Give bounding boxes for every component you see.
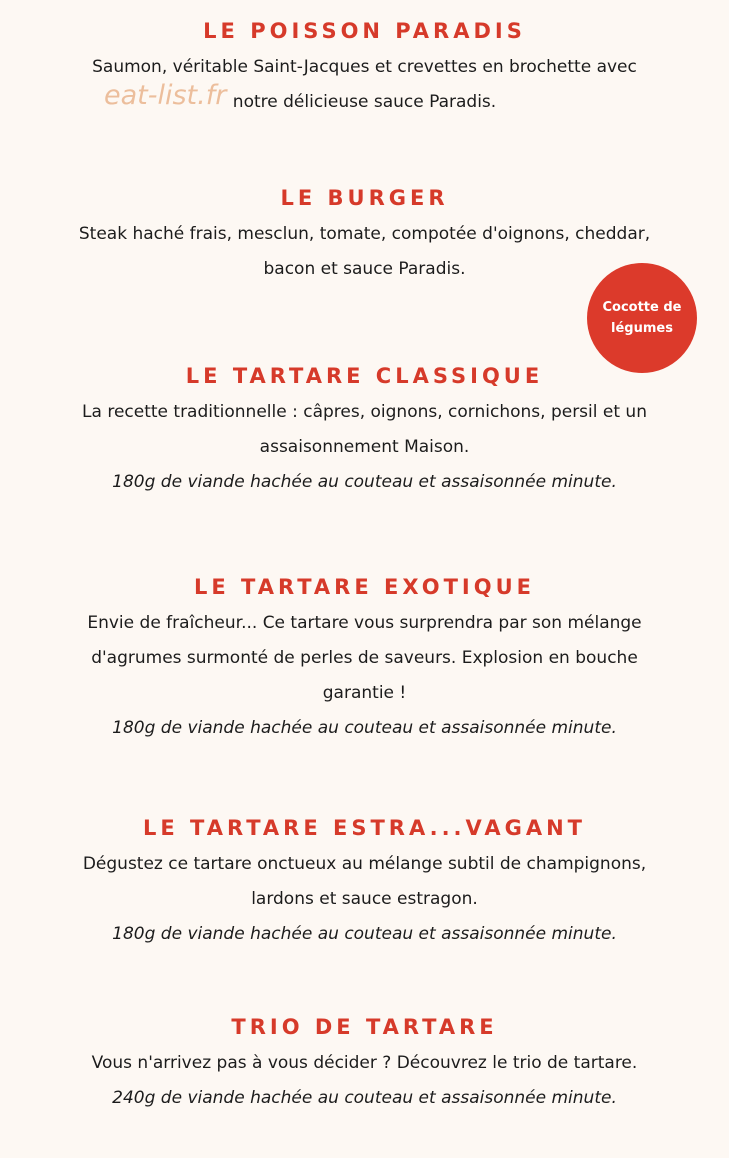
item-description-line: assaisonnement Maison. [259,437,470,457]
menu-item-tartare-estravagant [0,815,729,952]
item-description-line: Steak haché frais, mesclun, tomate, compotée d'oignons, cheddar, [78,224,651,244]
menu-item-tartare-exotique [0,574,729,746]
item-description-line: garantie ! [322,683,407,703]
badge-line: légumes [611,321,673,336]
item-title: TRIO DE TARTARE [231,1015,498,1039]
item-description-line: d'agrumes surmonté de perles de saveurs. Explosion en bouche [91,648,638,668]
item-description-line: lardons et sauce estragon. [251,889,478,909]
item-description-line: notre délicieuse sauce Paradis. [232,92,497,112]
menu-item-tartare-classique [0,363,729,500]
item-title: LE TARTARE EXOTIQUE [193,575,535,599]
item-note: 180g de viande hachée au couteau et assaisonnée minute. [112,718,617,738]
item-note: 180g de viande hachée au couteau et assaisonnée minute. [112,924,617,944]
item-title: LE TARTARE CLASSIQUE [185,364,544,388]
item-description-line: La recette traditionnelle : câpres, oignons, cornichons, persil et un [82,402,647,422]
item-title: LE TARTARE ESTRA...VAGANT [143,816,586,840]
item-description-line: Dégustez ce tartare onctueux au mélange subtil de champignons, [82,854,647,874]
item-note: 180g de viande hachée au couteau et assaisonnée minute. [112,472,617,492]
cocotte-legumes-badge[interactable] [587,263,697,373]
item-title: LE POISSON PARADIS [203,19,526,43]
menu-item-poisson-paradis [0,18,729,120]
item-note: 240g de viande hachée au couteau et assaisonnée minute. [112,1088,617,1108]
item-description-line: Vous n'arrivez pas à vous décider ? Découvrez le trio de tartare. [91,1053,638,1073]
menu-item-trio-de-tartare [0,1014,729,1116]
item-description-line: Envie de fraîcheur... Ce tartare vous surprendra par son mélange [87,613,642,633]
item-description-line: Saumon, véritable Saint-Jacques et crevettes en brochette avec [92,57,637,77]
item-description-line: bacon et sauce Paradis. [263,259,466,279]
badge-line: Cocotte de [602,300,682,315]
watermark-logo: eat-list.fr [104,80,227,111]
item-title: LE BURGER [280,186,449,210]
